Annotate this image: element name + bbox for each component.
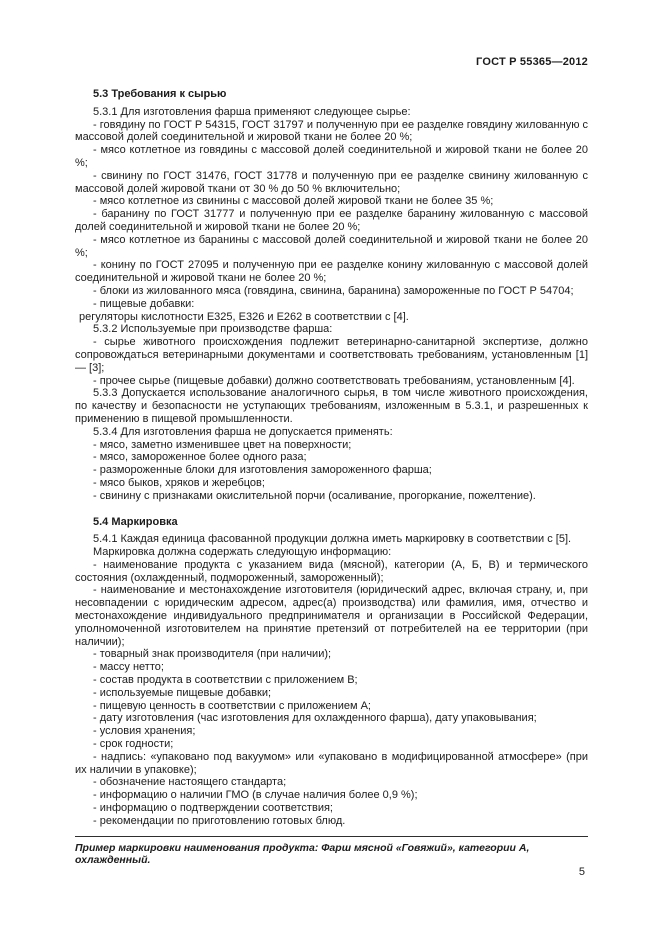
paragraph: 5.4.1 Каждая единица фасованной продукции должна иметь маркировку в соответствии с [5]. [93, 533, 572, 546]
paragraph: - условия хранения; [93, 725, 196, 738]
paragraph: - товарный знак производителя (при наличии); [93, 648, 332, 661]
paragraph: - наименование продукта с указанием вида (мясной), категории (А, Б, В) и термического состояния (охлажденный, подмороженный, замороженный); [75, 558, 588, 584]
paragraph: - сырье животного происхождения подлежит ветеринарно-санитарной экспертизе, должно сопровождаться ветеринарными документами и соответствовать требованиям, установленным [1] — [3]; [75, 336, 588, 374]
paragraph: 5.3.3 Допускается использование аналогичного сырья, в том числе животного происхождения, по качеству и безопасности не уступающих требованиям, изложенным в 5.3.1, и разрешенных к применению в пищевой промышленности. [75, 387, 588, 425]
paragraph: 5.3.4 Для изготовления фарша не допускается применять: [93, 425, 393, 438]
paragraph: - пищевую ценность в соответствии с приложением А; [93, 699, 371, 712]
paragraph: - прочее сырье (пищевые добавки) должно соответствовать требованиям, установленным [4]. [93, 374, 575, 387]
section-heading: 5.3 Требования к сырью [93, 88, 227, 100]
document-body [75, 88, 588, 867]
paragraph: - мясо котлетное из свинины с массовой долей жировой ткани не более 35 %; [93, 195, 494, 208]
paragraph: - размороженные блоки для изготовления замороженного фарша; [93, 464, 432, 477]
paragraph: 5.3.1 Для изготовления фарша применяют следующее сырье: [93, 105, 411, 118]
paragraph: - пищевые добавки: [93, 297, 195, 310]
paragraph: - используемые пищевые добавки; [93, 686, 272, 699]
paragraph: - конину по ГОСТ 27095 и полученную при ее разделке конину жилованную с массовой долей соединительной и жировой ткани не более 20 %; [75, 259, 588, 285]
paragraph: - блоки из жилованного мяса (говядина, свинина, баранина) замороженные по ГОСТ Р 54704; [93, 284, 574, 297]
paragraph: - информацию о подтверждении соответствия; [93, 802, 333, 815]
paragraph: регуляторы кислотности Е325, Е326 и Е262 в соответствии с [4]. [79, 310, 409, 323]
paragraph: - мясо котлетное из баранины с массовой долей соединительной и жировой ткани не более 20 %; [75, 233, 588, 259]
section-paragraphs [75, 533, 588, 827]
paragraph: - мясо, заметно изменившее цвет на поверхности; [93, 438, 352, 451]
page-number: 5 [578, 866, 585, 878]
paragraph: - срок годности; [93, 738, 174, 751]
example-note: Пример маркировки наименования продукта: Фарш мясной «Говяжий», категории А, охлажденный. [75, 836, 588, 868]
paragraph: - массу нетто; [93, 661, 164, 674]
paragraph: - надпись: «упаковано под вакуумом» или «упаковано в модифицированной атмосфере» (при их наличии в упаковке); [75, 750, 588, 776]
section-paragraphs [75, 106, 588, 503]
paragraph: 5.3.2 Используемые при производстве фарша: [93, 323, 333, 336]
paragraph: - дату изготовления (час изготовления для охлажденного фарша), дату упаковывания; [93, 712, 537, 725]
section-heading: 5.4 Маркировка [93, 515, 178, 528]
paragraph: - говядину по ГОСТ Р 54315, ГОСТ 31797 и полученную при ее разделке говядину жилованную с массовой долей соединительной и жировой ткани не более 20 %; [75, 118, 588, 144]
paragraph: - мясо котлетное из говядины с массовой долей соединительной и жировой ткани не более 20 %; [75, 144, 588, 169]
paragraph: - информацию о наличии ГМО (в случае наличия более 0,9 %); [93, 789, 418, 802]
paragraph: Маркировка должна содержать следующую информацию: [93, 546, 392, 559]
section-requirements-raw-materials [75, 88, 588, 503]
paragraph: - свинину с признаками окислительной порчи (осаливание, прогоркание, пожелтение). [93, 489, 536, 502]
paragraph: - наименование и местонахождение изготовителя (юридический адрес, включая страну, и, при несовпадении с юридическим адресом, адрес(а) производства) или фамилия, имя, отчество и местонахождение индивидуального предпринимателя и организации в Российской Федерации, уполномоченной изготовителем на принятие претензий от потребителей на ее территории (при наличии); [75, 584, 588, 648]
paragraph: - свинину по ГОСТ 31476, ГОСТ 31778 и полученную при ее разделке свинину жилованную с массовой долей жировой ткани от 30 % до 50 % включительно; [75, 169, 588, 195]
section-marking [75, 516, 588, 828]
doc-number: ГОСТ Р 55365—2012 [476, 56, 588, 68]
paragraph: - рекомендации по приготовлению готовых блюд. [93, 814, 346, 827]
paragraph: - мясо быков, хряков и жеребцов; [93, 476, 265, 489]
paragraph: - состав продукта в соответствии с приложением В; [93, 674, 358, 687]
paragraph: - мясо, замороженное более одного раза; [93, 451, 307, 464]
paragraph: - баранину по ГОСТ 31777 и полученную при ее разделке баранину жилованную с массовой долей соединительной и жировой ткани не более 20 %; [75, 208, 588, 233]
paragraph: - обозначение настоящего стандарта; [93, 776, 287, 789]
